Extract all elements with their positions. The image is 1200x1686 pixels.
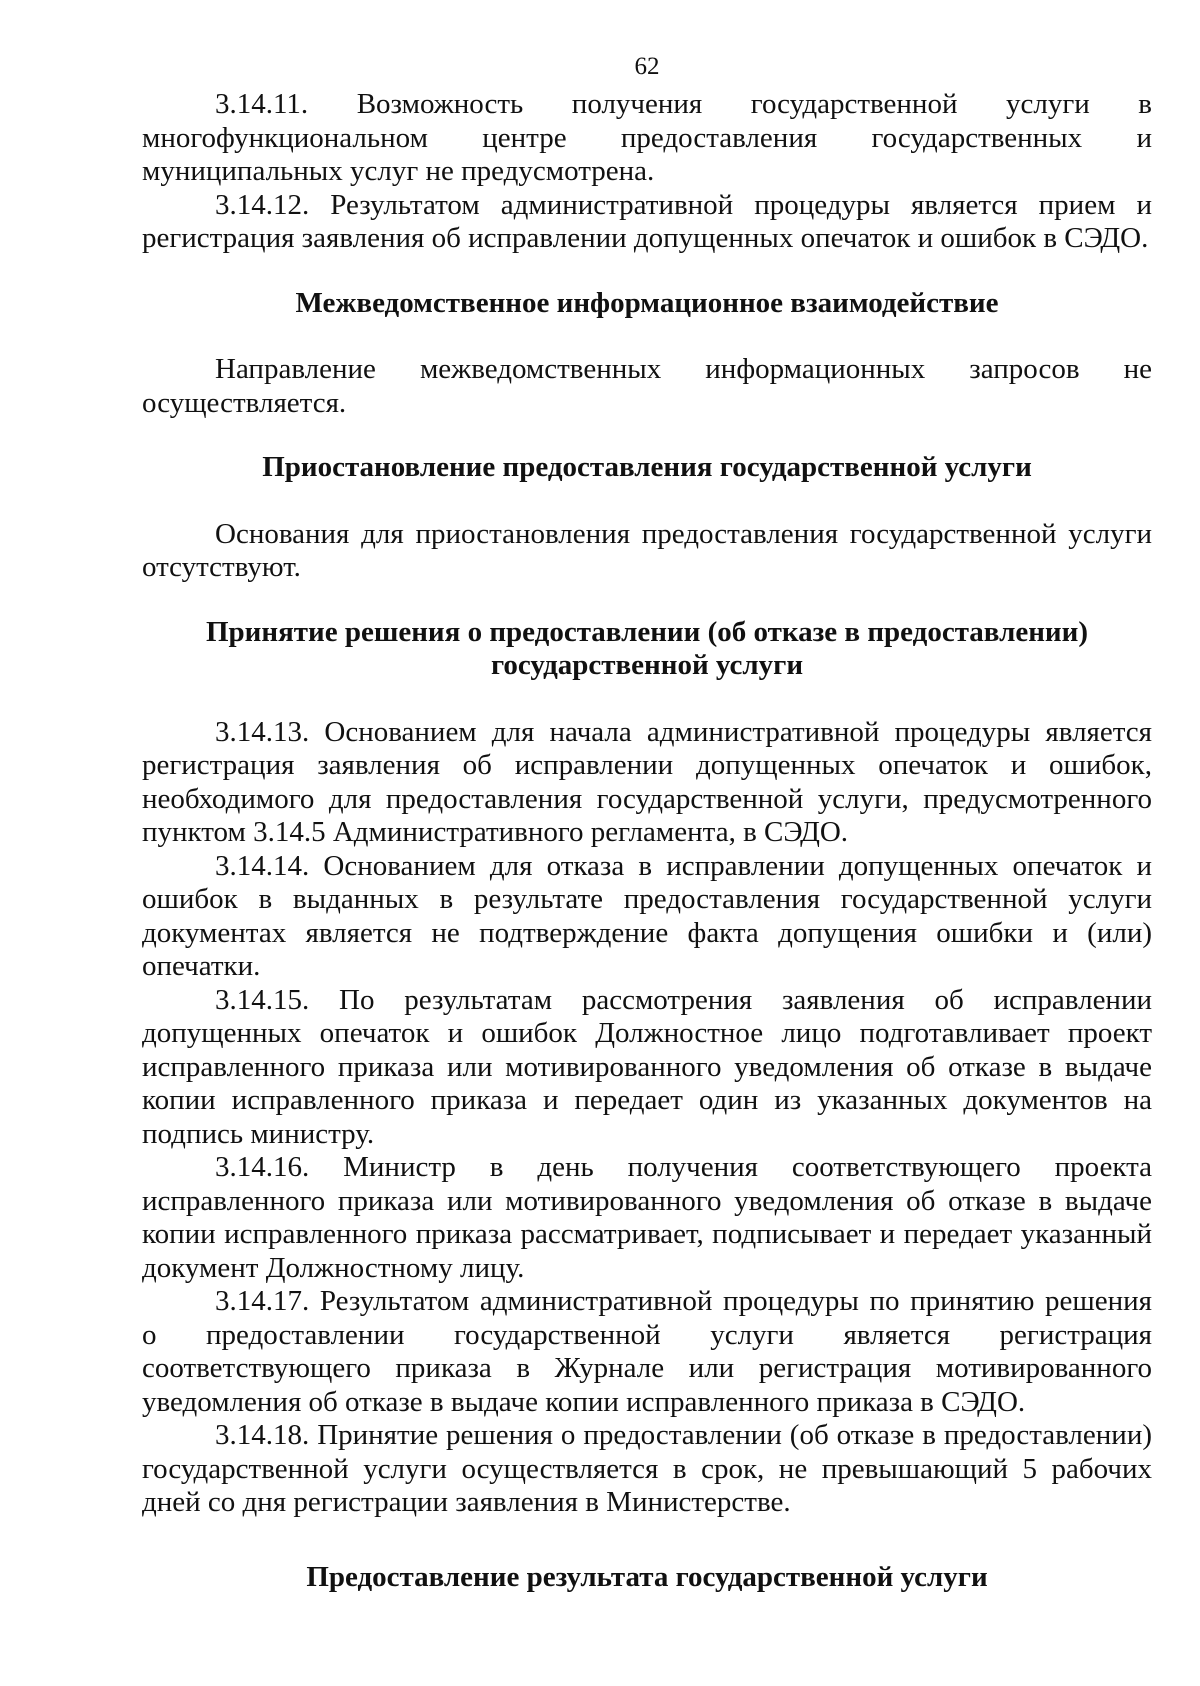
paragraph-3-14-17: 3.14.17. Результатом административной процедуры по принятию решения о предоставлении государственной услуги является регистрация соответствующего приказа в Журнале или регистрация мотивированного уведомления об отказе в выдаче копии исправленного приказа в СЭДО. bbox=[142, 1285, 1152, 1418]
heading-decision-line-2: государственной услуги bbox=[490, 649, 804, 681]
paragraph-3-14-11: 3.14.11. Возможность получения государственной услуги в многофункциональном центре предоставления государственных и муниципальных услуг не предусмотрена. bbox=[142, 88, 1152, 187]
heading-service-suspension: Приостановление предоставления государственной услуги bbox=[262, 451, 1032, 483]
paragraph-interagency-requests: Направление межведомственных информационных запросов не осуществляется. bbox=[142, 353, 1152, 419]
page-number: 62 bbox=[634, 53, 660, 80]
heading-decision-line-1: Принятие решения о предоставлении (об отказе в предоставлении) bbox=[206, 615, 1088, 648]
paragraph-3-14-18: 3.14.18. Принятие решения о предоставлении (об отказе в предоставлении) государственной услуги осуществляется в срок, не превышающий 5 рабочих дней со дня регистрации заявления в Министерстве. bbox=[142, 1419, 1152, 1518]
paragraph-3-14-15: 3.14.15. По результатам рассмотрения заявления об исправлении допущенных опечаток и ошибок Должностное лицо подготавливает проект исправленного приказа или мотивированного уведомления об отказе в выдаче копии исправленного приказа и передает один из указанных документов на подпись министру. bbox=[142, 983, 1152, 1150]
paragraph-suspension-grounds: Основания для приостановления предоставления государственной услуги отсутствуют. bbox=[142, 517, 1152, 583]
heading-interagency-interaction: Межведомственное информационное взаимодействие bbox=[295, 286, 999, 319]
paragraph-3-14-12: 3.14.12. Результатом административной процедуры является прием и регистрация заявления об исправлении допущенных опечаток и ошибок в СЭДО. bbox=[142, 188, 1152, 254]
paragraph-3-14-14: 3.14.14. Основанием для отказа в исправлении допущенных опечаток и ошибок в выданных в результате предоставления государственной услуги документах является не подтверждение факта допущения ошибки и (или) опечатки. bbox=[142, 849, 1152, 982]
document-page bbox=[142, 52, 1152, 1594]
paragraph-3-14-13: 3.14.13. Основанием для начала административной процедуры является регистрация заявления об исправлении допущенных опечаток и ошибок, необходимого для предоставления государственной услуги, предусмотренного пунктом 3.14.5 Административного регламента, в СЭДО. bbox=[142, 715, 1152, 848]
paragraph-3-14-16: 3.14.16. Министр в день получения соответствующего проекта исправленного приказа или мотивированного уведомления об отказе в выдаче копии исправленного приказа рассматривает, подписывает и передает указанный документ Должностному лицу. bbox=[142, 1151, 1152, 1284]
heading-service-result: Предоставление результата государственной услуги bbox=[306, 1560, 988, 1593]
